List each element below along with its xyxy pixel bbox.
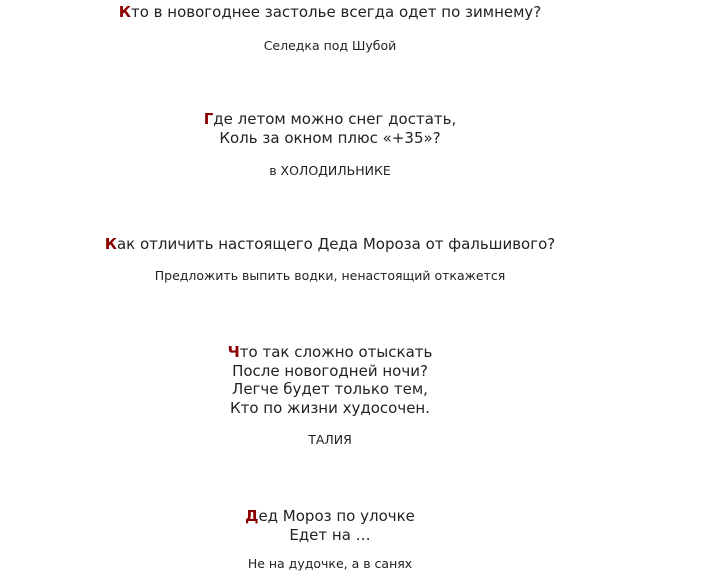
- drop-initial: Д: [245, 507, 259, 525]
- riddle-answer: ТАЛИЯ: [308, 432, 352, 447]
- riddle-5: [0, 507, 660, 572]
- riddle-answer: Предложить выпить водки, ненастоящий откажется: [154, 267, 506, 283]
- question-line: Кто в новогоднее застолье всегда одет по зимнему?: [118, 3, 542, 21]
- question-line: Едет на …: [289, 525, 371, 544]
- question-line: Где летом можно снег достать,: [203, 110, 457, 128]
- riddle-4: [0, 343, 660, 448]
- riddle-answer: Не на дудочке, а в санях: [247, 556, 413, 571]
- question-line: После новогодней ночи?: [232, 361, 428, 380]
- drop-initial: Ч: [227, 343, 240, 361]
- riddle-2: [0, 110, 660, 179]
- riddle-1: [0, 3, 660, 54]
- question-line: Кто по жизни худосочен.: [229, 398, 431, 417]
- riddle-answer: в ХОЛОДИЛЬНИКЕ: [269, 163, 391, 178]
- riddle-question: [0, 343, 660, 417]
- riddle-3: [0, 235, 660, 284]
- question-line: Как отличить настоящего Деда Мороза от фальшивого?: [104, 235, 556, 253]
- question-line: Что так сложно отыскать: [227, 343, 433, 361]
- riddle-question: [0, 3, 660, 22]
- drop-initial: К: [104, 235, 117, 253]
- question-line: Легче будет только тем,: [232, 380, 428, 398]
- riddle-answer: Селедка под Шубой: [263, 37, 397, 53]
- riddle-question: [0, 110, 660, 147]
- riddle-question: [0, 235, 660, 254]
- drop-initial: Г: [203, 110, 214, 128]
- drop-initial: К: [118, 3, 131, 21]
- riddle-question: [0, 507, 660, 544]
- question-line: Коль за окном плюс «+35»?: [219, 128, 441, 147]
- question-line: Дед Мороз по улочке: [245, 507, 415, 525]
